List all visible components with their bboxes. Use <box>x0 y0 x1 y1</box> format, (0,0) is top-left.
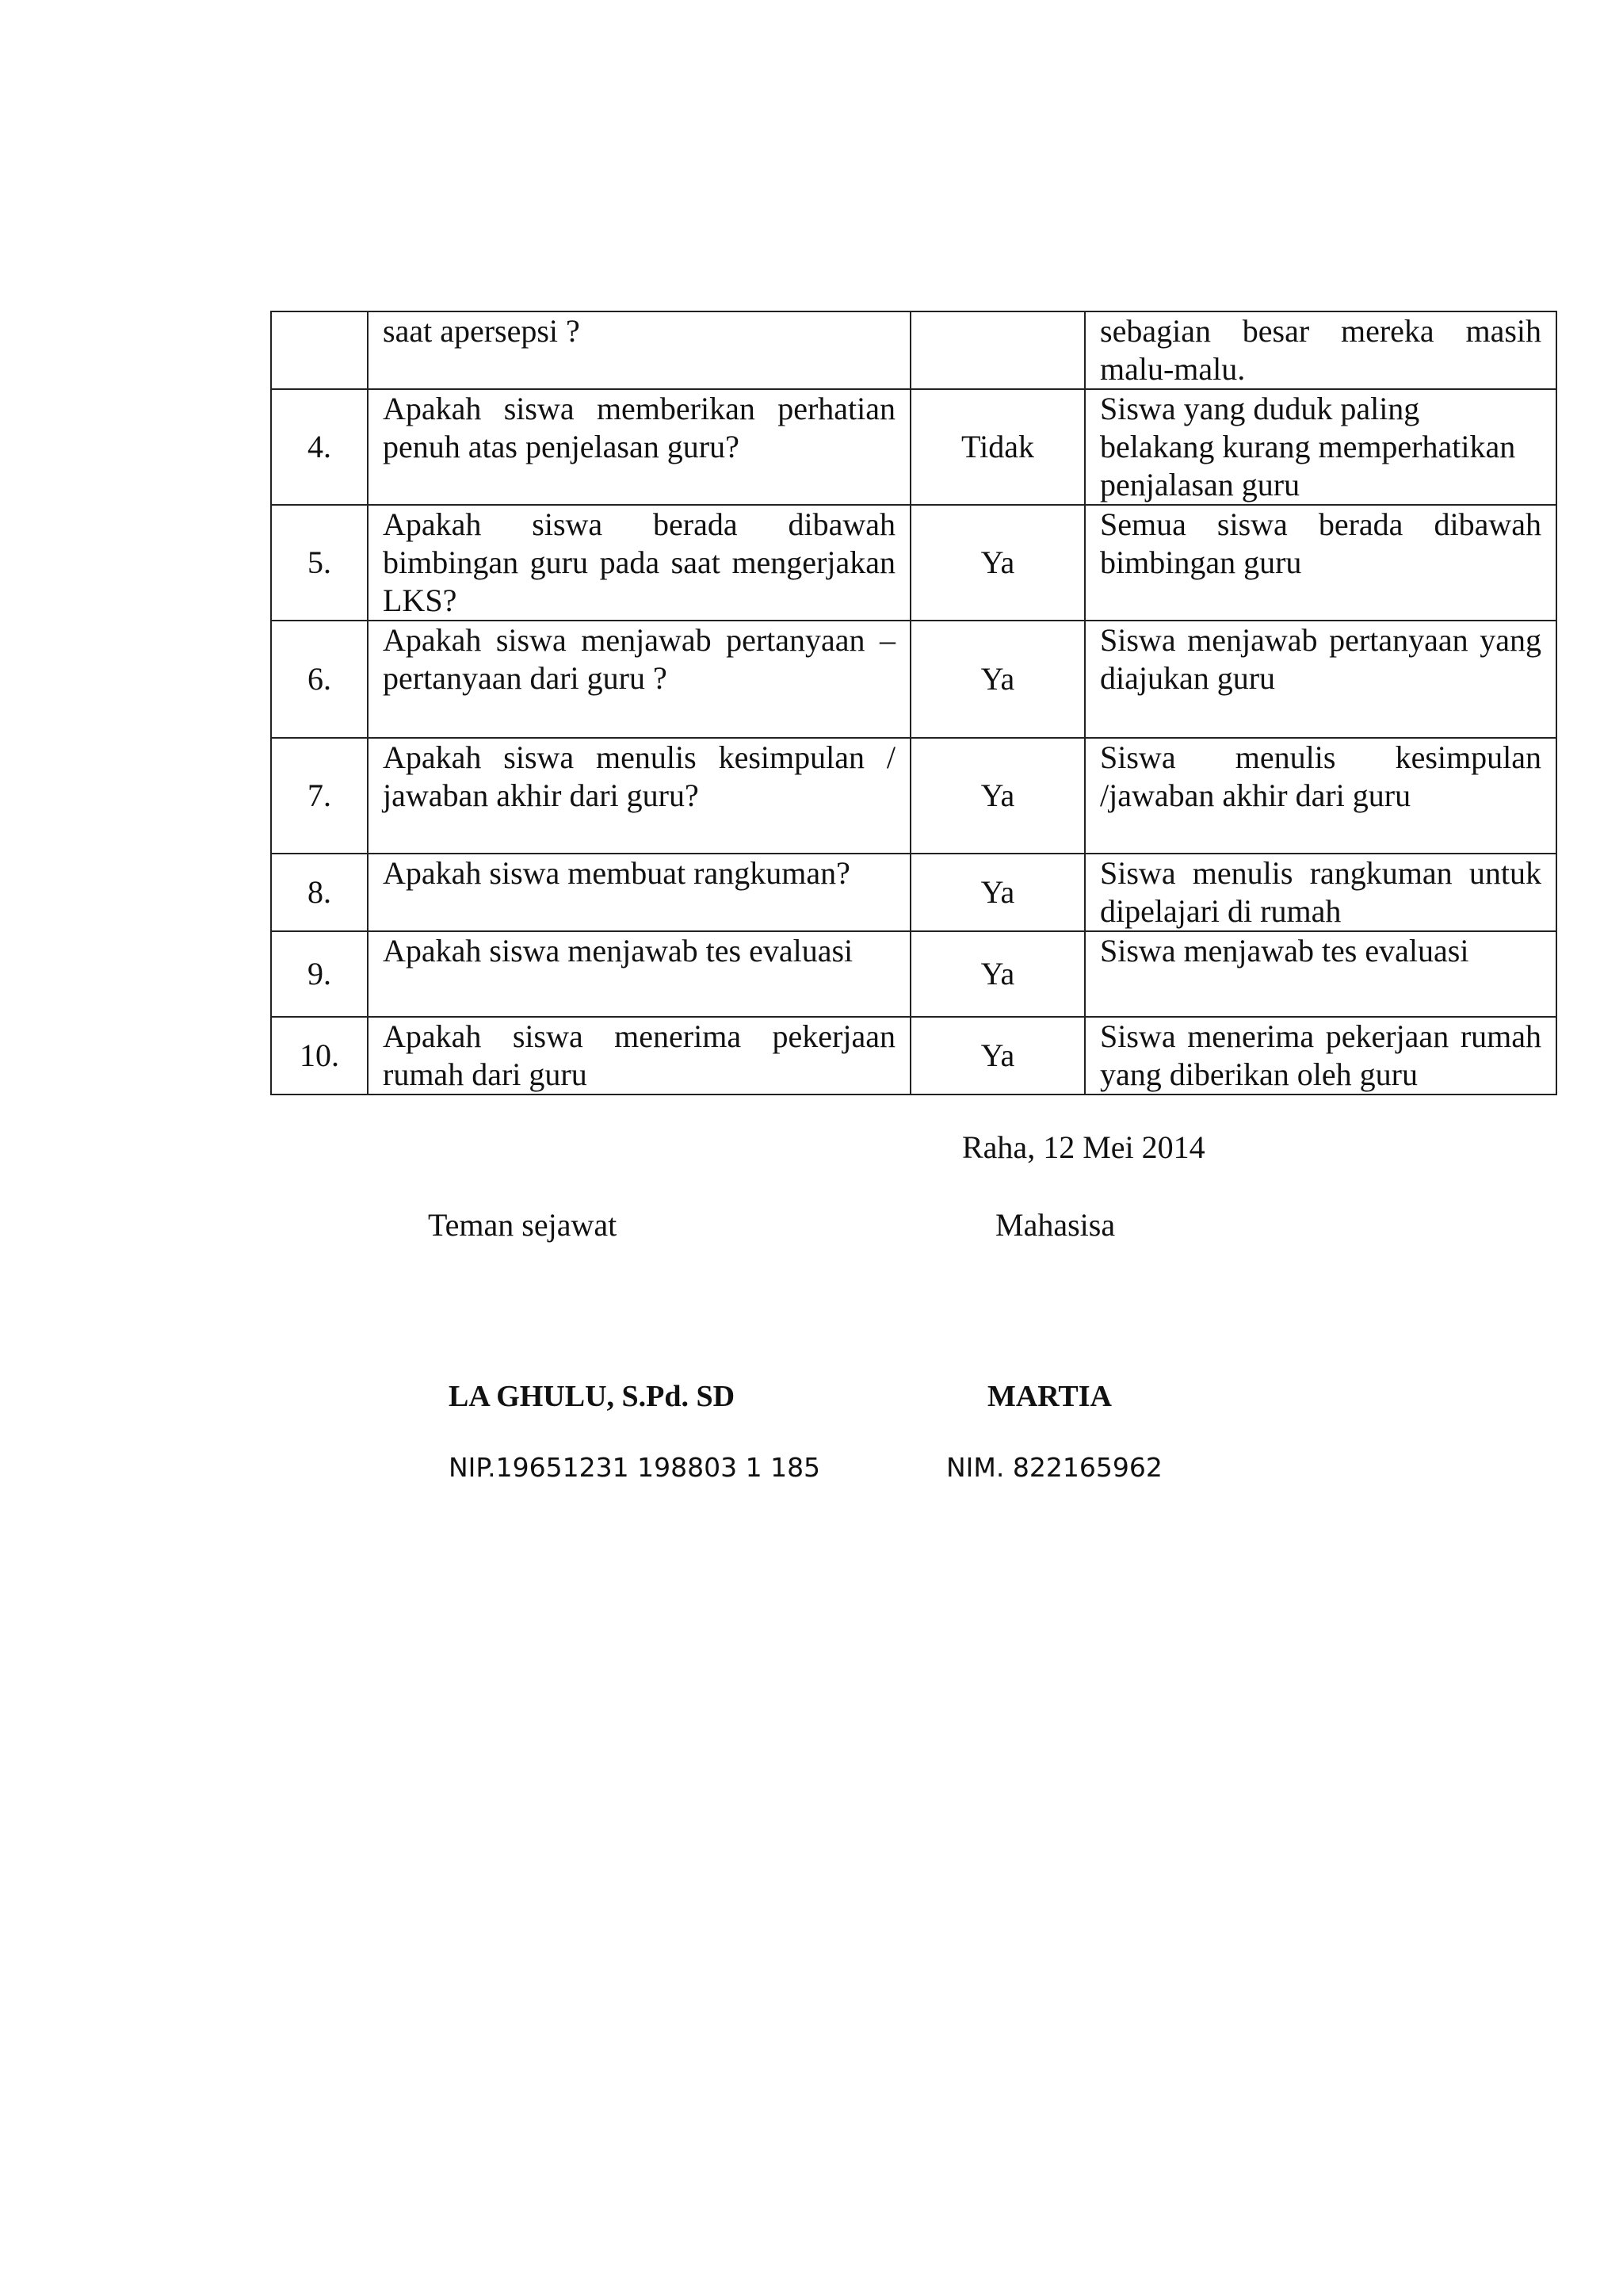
answer-cell: Tidak <box>911 389 1085 505</box>
answer-cell: Ya <box>911 854 1085 931</box>
question-cell: Apakah siswa menjawab tes evaluasi <box>368 931 911 1017</box>
answer-cell: Ya <box>911 1017 1085 1095</box>
table-row <box>271 621 1556 738</box>
row-number: 4. <box>271 389 368 505</box>
row-number: 10. <box>271 1017 368 1095</box>
observation-table <box>270 311 1557 1095</box>
left-signatory-role: Teman sejawat <box>428 1207 617 1243</box>
left-signatory-nip: NIP.19651231 198803 1 185 <box>449 1452 821 1483</box>
table-row <box>271 854 1556 931</box>
table-row <box>271 1017 1556 1095</box>
note-cell: Siswa menerima pekerjaan rumah yang diberikan oleh guru <box>1085 1017 1556 1095</box>
question-cell: Apakah siswa menjawab pertanyaan – pertanyaan dari guru ? <box>368 621 911 738</box>
table-row <box>271 311 1556 389</box>
note-cell: Siswa menjawab tes evaluasi <box>1085 931 1556 1017</box>
table-row <box>271 505 1556 621</box>
question-cell: saat apersepsi ? <box>368 311 911 389</box>
row-number: 8. <box>271 854 368 931</box>
row-number: 6. <box>271 621 368 738</box>
note-cell: sebagian besar mereka masih malu-malu. <box>1085 311 1556 389</box>
note-cell: Semua siswa berada dibawah bimbingan guru <box>1085 505 1556 621</box>
place-date: Raha, 12 Mei 2014 <box>962 1129 1205 1165</box>
note-cell: Siswa menulis kesimpulan /jawaban akhir dari guru <box>1085 738 1556 854</box>
question-cell: Apakah siswa berada dibawah bimbingan guru pada saat mengerjakan LKS? <box>368 505 911 621</box>
answer-cell: Ya <box>911 505 1085 621</box>
row-number: 5. <box>271 505 368 621</box>
note-cell: Siswa menjawab pertanyaan yang diajukan guru <box>1085 621 1556 738</box>
question-cell: Apakah siswa menerima pekerjaan rumah dari guru <box>368 1017 911 1095</box>
row-number: 7. <box>271 738 368 854</box>
answer-cell: Ya <box>911 621 1085 738</box>
row-number: 9. <box>271 931 368 1017</box>
row-number <box>271 311 368 389</box>
right-signatory-nim: NIM. 822165962 <box>946 1452 1163 1483</box>
note-cell: Siswa menulis rangkuman untuk dipelajari di rumah <box>1085 854 1556 931</box>
answer-cell: Ya <box>911 738 1085 854</box>
left-signatory-name: LA GHULU, S.Pd. SD <box>449 1380 735 1413</box>
right-signatory-role: Mahasisa <box>995 1207 1116 1243</box>
question-cell: Apakah siswa memberikan perhatian penuh atas penjelasan guru? <box>368 389 911 505</box>
table-row <box>271 931 1556 1017</box>
question-cell: Apakah siswa menulis kesimpulan / jawaban akhir dari guru? <box>368 738 911 854</box>
table-row <box>271 389 1556 505</box>
answer-cell: Ya <box>911 931 1085 1017</box>
table-row <box>271 738 1556 854</box>
answer-cell <box>911 311 1085 389</box>
note-cell: Siswa yang duduk paling belakang kurang memperhatikan penjalasan guru <box>1085 389 1556 505</box>
question-cell: Apakah siswa membuat rangkuman? <box>368 854 911 931</box>
right-signatory-name: MARTIA <box>987 1380 1112 1413</box>
